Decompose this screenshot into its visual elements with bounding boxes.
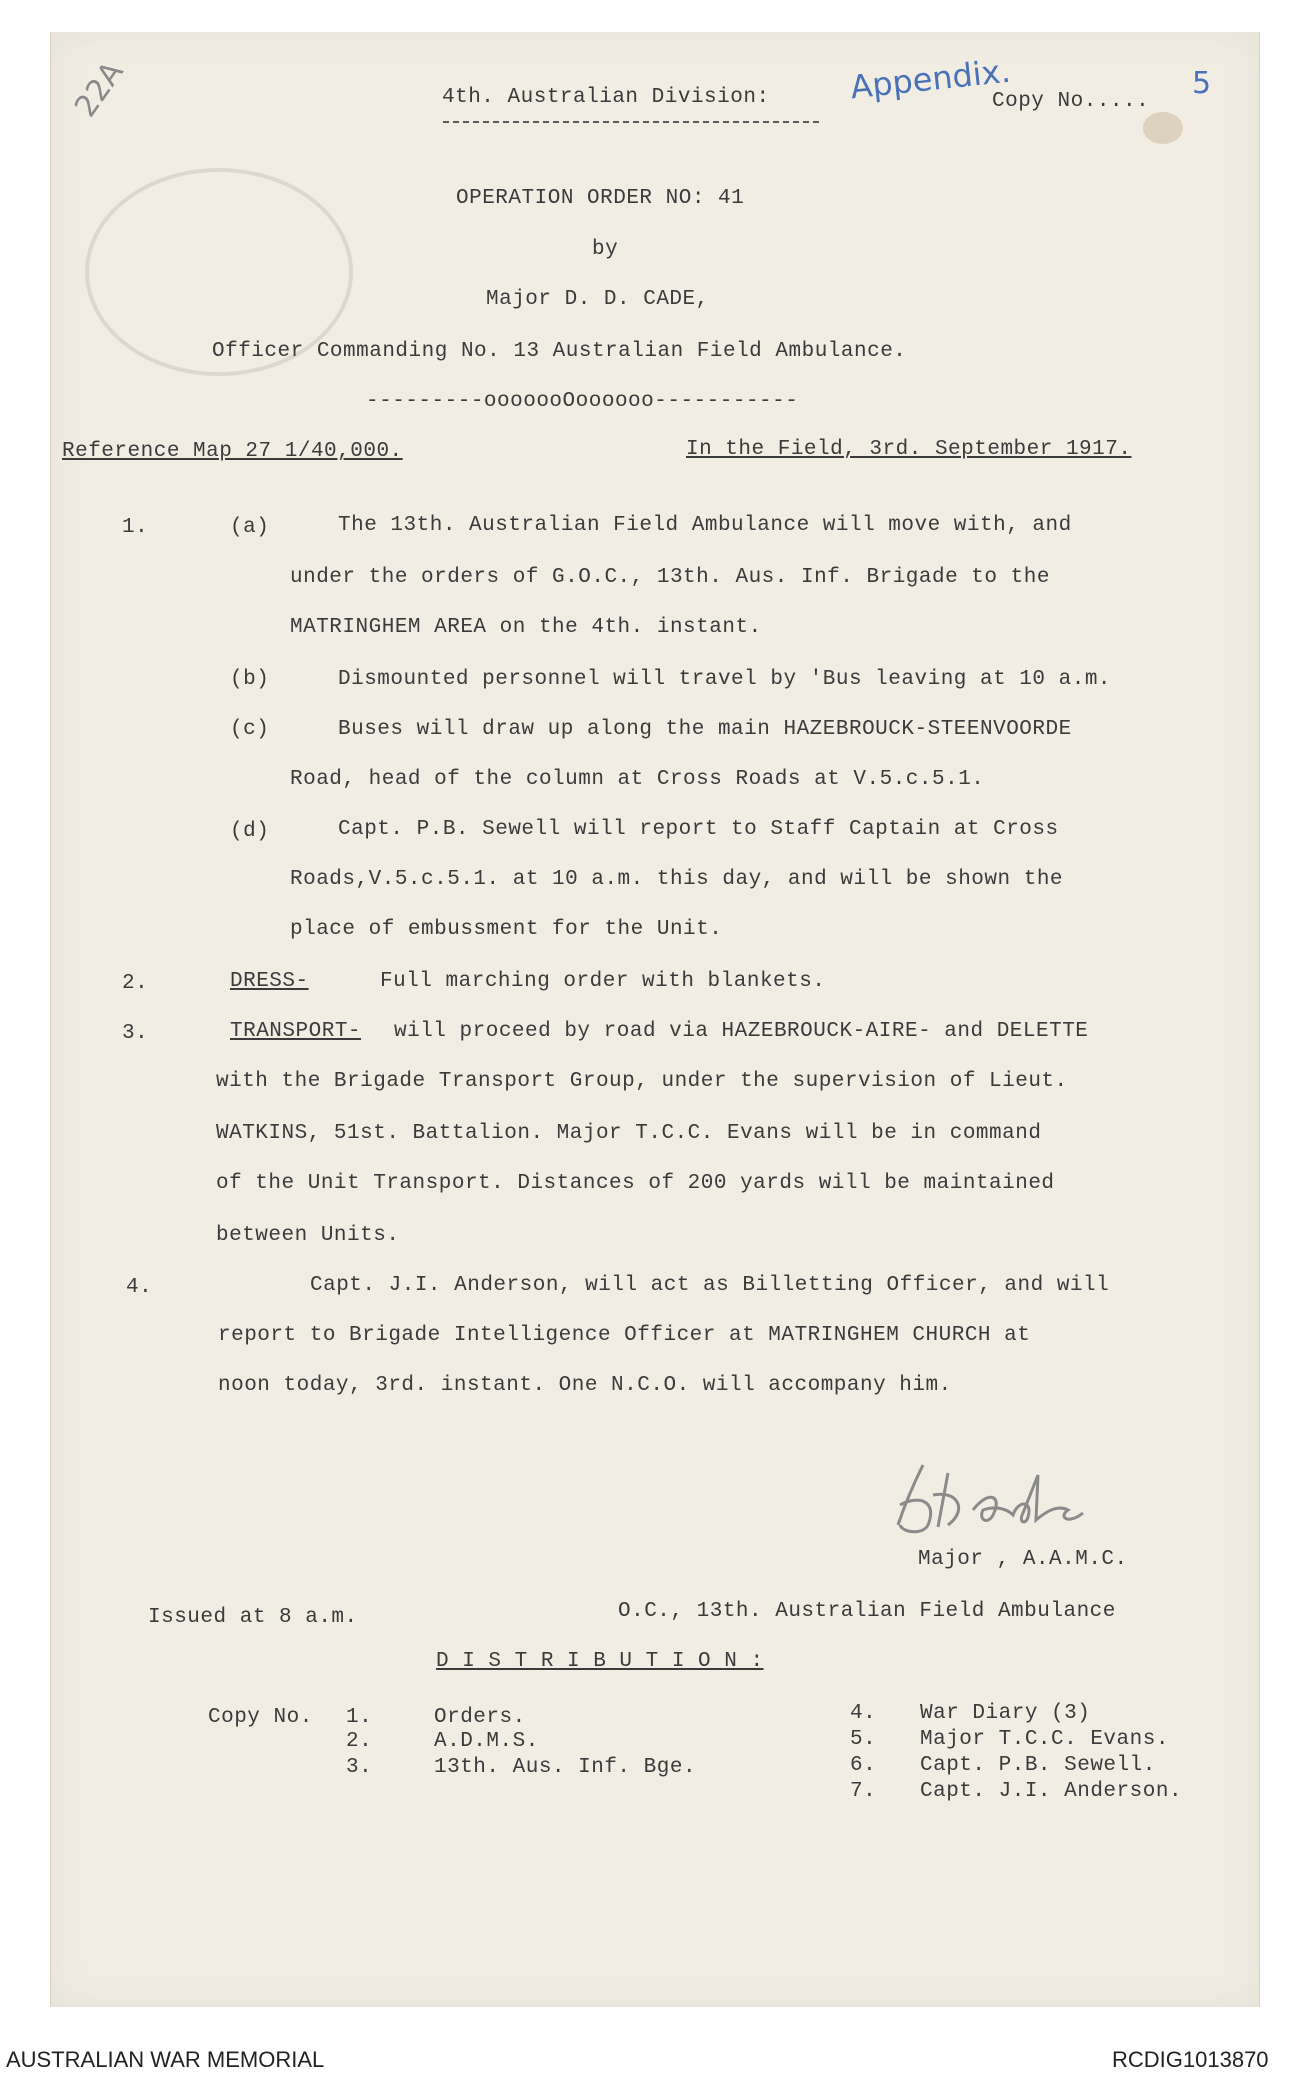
transport-line: between Units. xyxy=(216,1224,400,1247)
distribution-recipient: Orders. xyxy=(434,1706,526,1729)
para-4-line: noon today, 3rd. instant. One N.C.O. will accompany him. xyxy=(218,1374,952,1397)
distribution-number: 3. xyxy=(346,1756,373,1779)
issued-time: Issued at 8 a.m. xyxy=(148,1606,358,1629)
para-1b-label: (b) xyxy=(230,668,270,691)
place-date: In the Field, 3rd. September 1917. xyxy=(686,438,1132,461)
commander-name: Major D. D. CADE, xyxy=(486,288,709,311)
dress-heading: DRESS- xyxy=(230,970,309,993)
appendix-number: 5 xyxy=(1192,66,1212,101)
signature-scrawl xyxy=(878,1455,1098,1545)
footer-archive-name: AUSTRALIAN WAR MEMORIAL xyxy=(6,2047,325,2072)
distribution-number: 2. xyxy=(346,1730,373,1753)
para-1d-label: (d) xyxy=(230,820,270,843)
para-1c-label: (c) xyxy=(230,718,270,741)
para-2-number: 2. xyxy=(122,972,149,995)
distribution-number: 4. xyxy=(850,1702,877,1725)
para-1-number: 1. xyxy=(122,516,149,539)
division-underline xyxy=(443,121,819,123)
margin-note: 22A xyxy=(68,55,131,124)
para-4-line: report to Brigade Intelligence Officer at MATRINGHEM CHURCH at xyxy=(218,1324,1031,1347)
para-1d-line: Capt. P.B. Sewell will report to Staff Captain at Cross xyxy=(338,818,1059,841)
distribution-recipient: Major T.C.C. Evans. xyxy=(920,1728,1169,1751)
transport-line: of the Unit Transport. Distances of 200 yards will be maintained xyxy=(216,1172,1055,1195)
para-3-number: 3. xyxy=(122,1022,149,1045)
officer-line: Officer Commanding No. 13 Australian Field Ambulance. xyxy=(212,340,907,363)
distribution-number: 7. xyxy=(850,1780,877,1803)
para-1a-line: The 13th. Australian Field Ambulance will move with, and xyxy=(338,514,1072,537)
para-1a-label: (a) xyxy=(230,516,270,539)
footer-image-id: RCDIG1013870 xyxy=(1112,2047,1269,2072)
by-label: by xyxy=(592,238,619,261)
distribution-number: 1. xyxy=(346,1706,373,1729)
para-1c-line: Road, head of the column at Cross Roads at V.5.c.5.1. xyxy=(290,768,985,791)
dress-text: Full marching order with blankets. xyxy=(380,970,826,993)
paper-stain xyxy=(1143,112,1183,144)
copy-number: Copy No..... xyxy=(992,90,1150,113)
order-title: OPERATION ORDER NO: 41 xyxy=(456,187,745,210)
distribution-heading: D I S T R I B U T I O N : xyxy=(436,1650,764,1673)
transport-heading: TRANSPORT- xyxy=(230,1020,362,1043)
para-1d-line: Roads,V.5.c.5.1. at 10 a.m. this day, and will be shown the xyxy=(290,868,1064,891)
signatory-unit: O.C., 13th. Australian Field Ambulance xyxy=(618,1600,1116,1623)
para-1a-line: under the orders of G.O.C., 13th. Aus. Inf. Brigade to the xyxy=(290,566,1050,589)
para-1d-line: place of embussment for the Unit. xyxy=(290,918,723,941)
transport-line: WATKINS, 51st. Battalion. Major T.C.C. Evans will be in command xyxy=(216,1122,1042,1145)
distribution-recipient: A.D.M.S. xyxy=(434,1730,539,1753)
distribution-recipient: Capt. P.B. Sewell. xyxy=(920,1754,1156,1777)
para-1a-line: MATRINGHEM AREA on the 4th. instant. xyxy=(290,616,762,639)
para-1c-line: Buses will draw up along the main HAZEBROUCK-STEENVOORDE xyxy=(338,718,1072,741)
reference-map: Reference Map 27 1/40,000. xyxy=(62,440,403,463)
distribution-recipient: War Diary (3) xyxy=(920,1702,1091,1725)
transport-line: will proceed by road via HAZEBROUCK-AIRE- and DELETTE xyxy=(394,1020,1089,1043)
division-heading: 4th. Australian Division: xyxy=(442,86,770,109)
distribution-recipient: Capt. J.I. Anderson. xyxy=(920,1780,1183,1803)
signatory-rank: Major , A.A.M.C. xyxy=(918,1548,1128,1571)
distribution-recipient: 13th. Aus. Inf. Bge. xyxy=(434,1756,697,1779)
copy-label: Copy No. xyxy=(208,1706,313,1729)
para-4-line: Capt. J.I. Anderson, will act as Billetting Officer, and will xyxy=(310,1274,1110,1297)
distribution-number: 5. xyxy=(850,1728,877,1751)
separator-line: ---------ooooooOoooooo----------- xyxy=(366,390,799,413)
transport-line: with the Brigade Transport Group, under the supervision of Lieut. xyxy=(216,1070,1068,1093)
para-4-number: 4. xyxy=(126,1276,153,1299)
para-1b-line: Dismounted personnel will travel by 'Bus leaving at 10 a.m. xyxy=(338,668,1112,691)
appendix-note: Appendix. xyxy=(848,51,1013,107)
distribution-number: 6. xyxy=(850,1754,877,1777)
